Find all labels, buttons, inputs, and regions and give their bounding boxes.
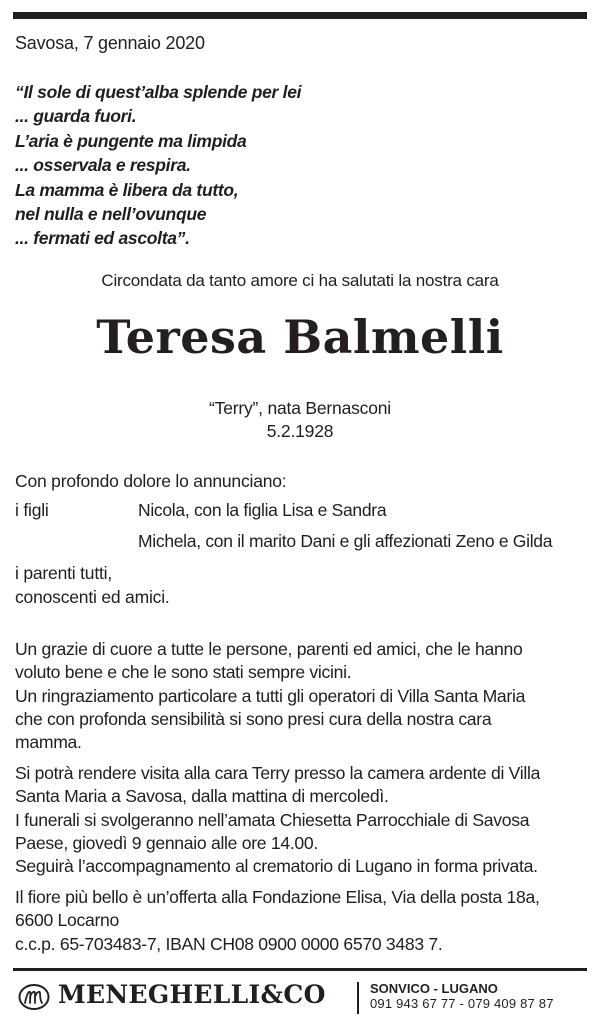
agency-info bbox=[370, 981, 554, 1011]
text-line: Il fiore più bello è un’offerta alla Fondazione Elisa, Via della posta 18a, bbox=[15, 887, 540, 907]
text-line: Paese, giovedì 9 gennaio alle ore 14.00. bbox=[15, 832, 318, 853]
visit-paragraph bbox=[15, 762, 590, 878]
text-line: Seguirà l’accompagnamento al crematorio di Lugano in forma privata. bbox=[15, 856, 538, 877]
poem-line: ... fermati ed ascolta”. bbox=[15, 228, 190, 249]
donation-paragraph bbox=[15, 886, 590, 956]
footer-divider bbox=[357, 982, 359, 1014]
brand-monogram-icon bbox=[18, 983, 50, 1011]
intro-text: Circondata da tanto amore ci ha salutati la nostra cara bbox=[101, 271, 499, 290]
children-label: i figli bbox=[15, 500, 49, 520]
text-line: voluto bene e che le sono stati sempre vicini. bbox=[15, 662, 352, 683]
announcement: Con profondo dolore lo annunciano: bbox=[15, 471, 287, 491]
poem-line: ... osservala e respira. bbox=[15, 155, 191, 176]
bottom-rule bbox=[13, 968, 587, 971]
poem-line: ... guarda fuori. bbox=[15, 106, 137, 127]
deceased-name: Teresa Balmelli bbox=[96, 310, 504, 364]
nickname: “Terry”, nata Bernasconi bbox=[209, 398, 391, 418]
birth-date: 5.2.1928 bbox=[266, 421, 334, 441]
text-line: Un grazie di cuore a tutte le persone, parenti ed amici, che le hanno bbox=[15, 639, 523, 659]
place-date: Savosa, 7 gennaio 2020 bbox=[15, 33, 205, 53]
text-line: c.c.p. 65-703483-7, IBAN CH08 0900 0000 6570 3483 7. bbox=[15, 933, 443, 954]
text-line: I funerali si svolgeranno nell’amata Chiesetta Parrocchiale di Savosa bbox=[15, 809, 530, 830]
text-line: 6600 Locarno bbox=[15, 910, 120, 931]
agency-location: SONVICO - LUGANO bbox=[370, 981, 498, 996]
text-line: mamma. bbox=[15, 732, 82, 753]
text-line: Santa Maria a Savosa, dalla mattina di mercoledì. bbox=[15, 786, 389, 807]
poem-line: “Il sole di quest’alba splende per lei bbox=[15, 82, 302, 102]
poem bbox=[15, 80, 301, 251]
child-entry: Michela, con il marito Dani e gli affezionati Zeno e Gilda bbox=[138, 531, 553, 551]
text-line: che con profonda sensibilità si sono presi cura della nostra cara bbox=[15, 708, 492, 729]
text-line: Un ringraziamento particolare a tutti gli operatori di Villa Santa Maria bbox=[15, 685, 526, 706]
poem-line: L’aria è pungente ma limpida bbox=[15, 130, 247, 151]
thanks-paragraph bbox=[15, 638, 590, 754]
brand-name: MENEGHELLI&CO bbox=[58, 980, 326, 1009]
poem-line: La mamma è libera da tutto, bbox=[15, 179, 239, 200]
child-entry: Nicola, con la figlia Lisa e Sandra bbox=[138, 500, 387, 520]
poem-line: nel nulla e nell’ovunque bbox=[15, 204, 207, 225]
top-rule bbox=[13, 12, 587, 19]
friends-line: conoscenti ed amici. bbox=[15, 587, 170, 607]
relatives-line: i parenti tutti, bbox=[15, 563, 112, 583]
text-line: Si potrà rendere visita alla cara Terry presso la camera ardente di Villa bbox=[15, 763, 541, 783]
agency-phones: 091 943 67 77 - 079 409 87 87 bbox=[370, 996, 554, 1011]
